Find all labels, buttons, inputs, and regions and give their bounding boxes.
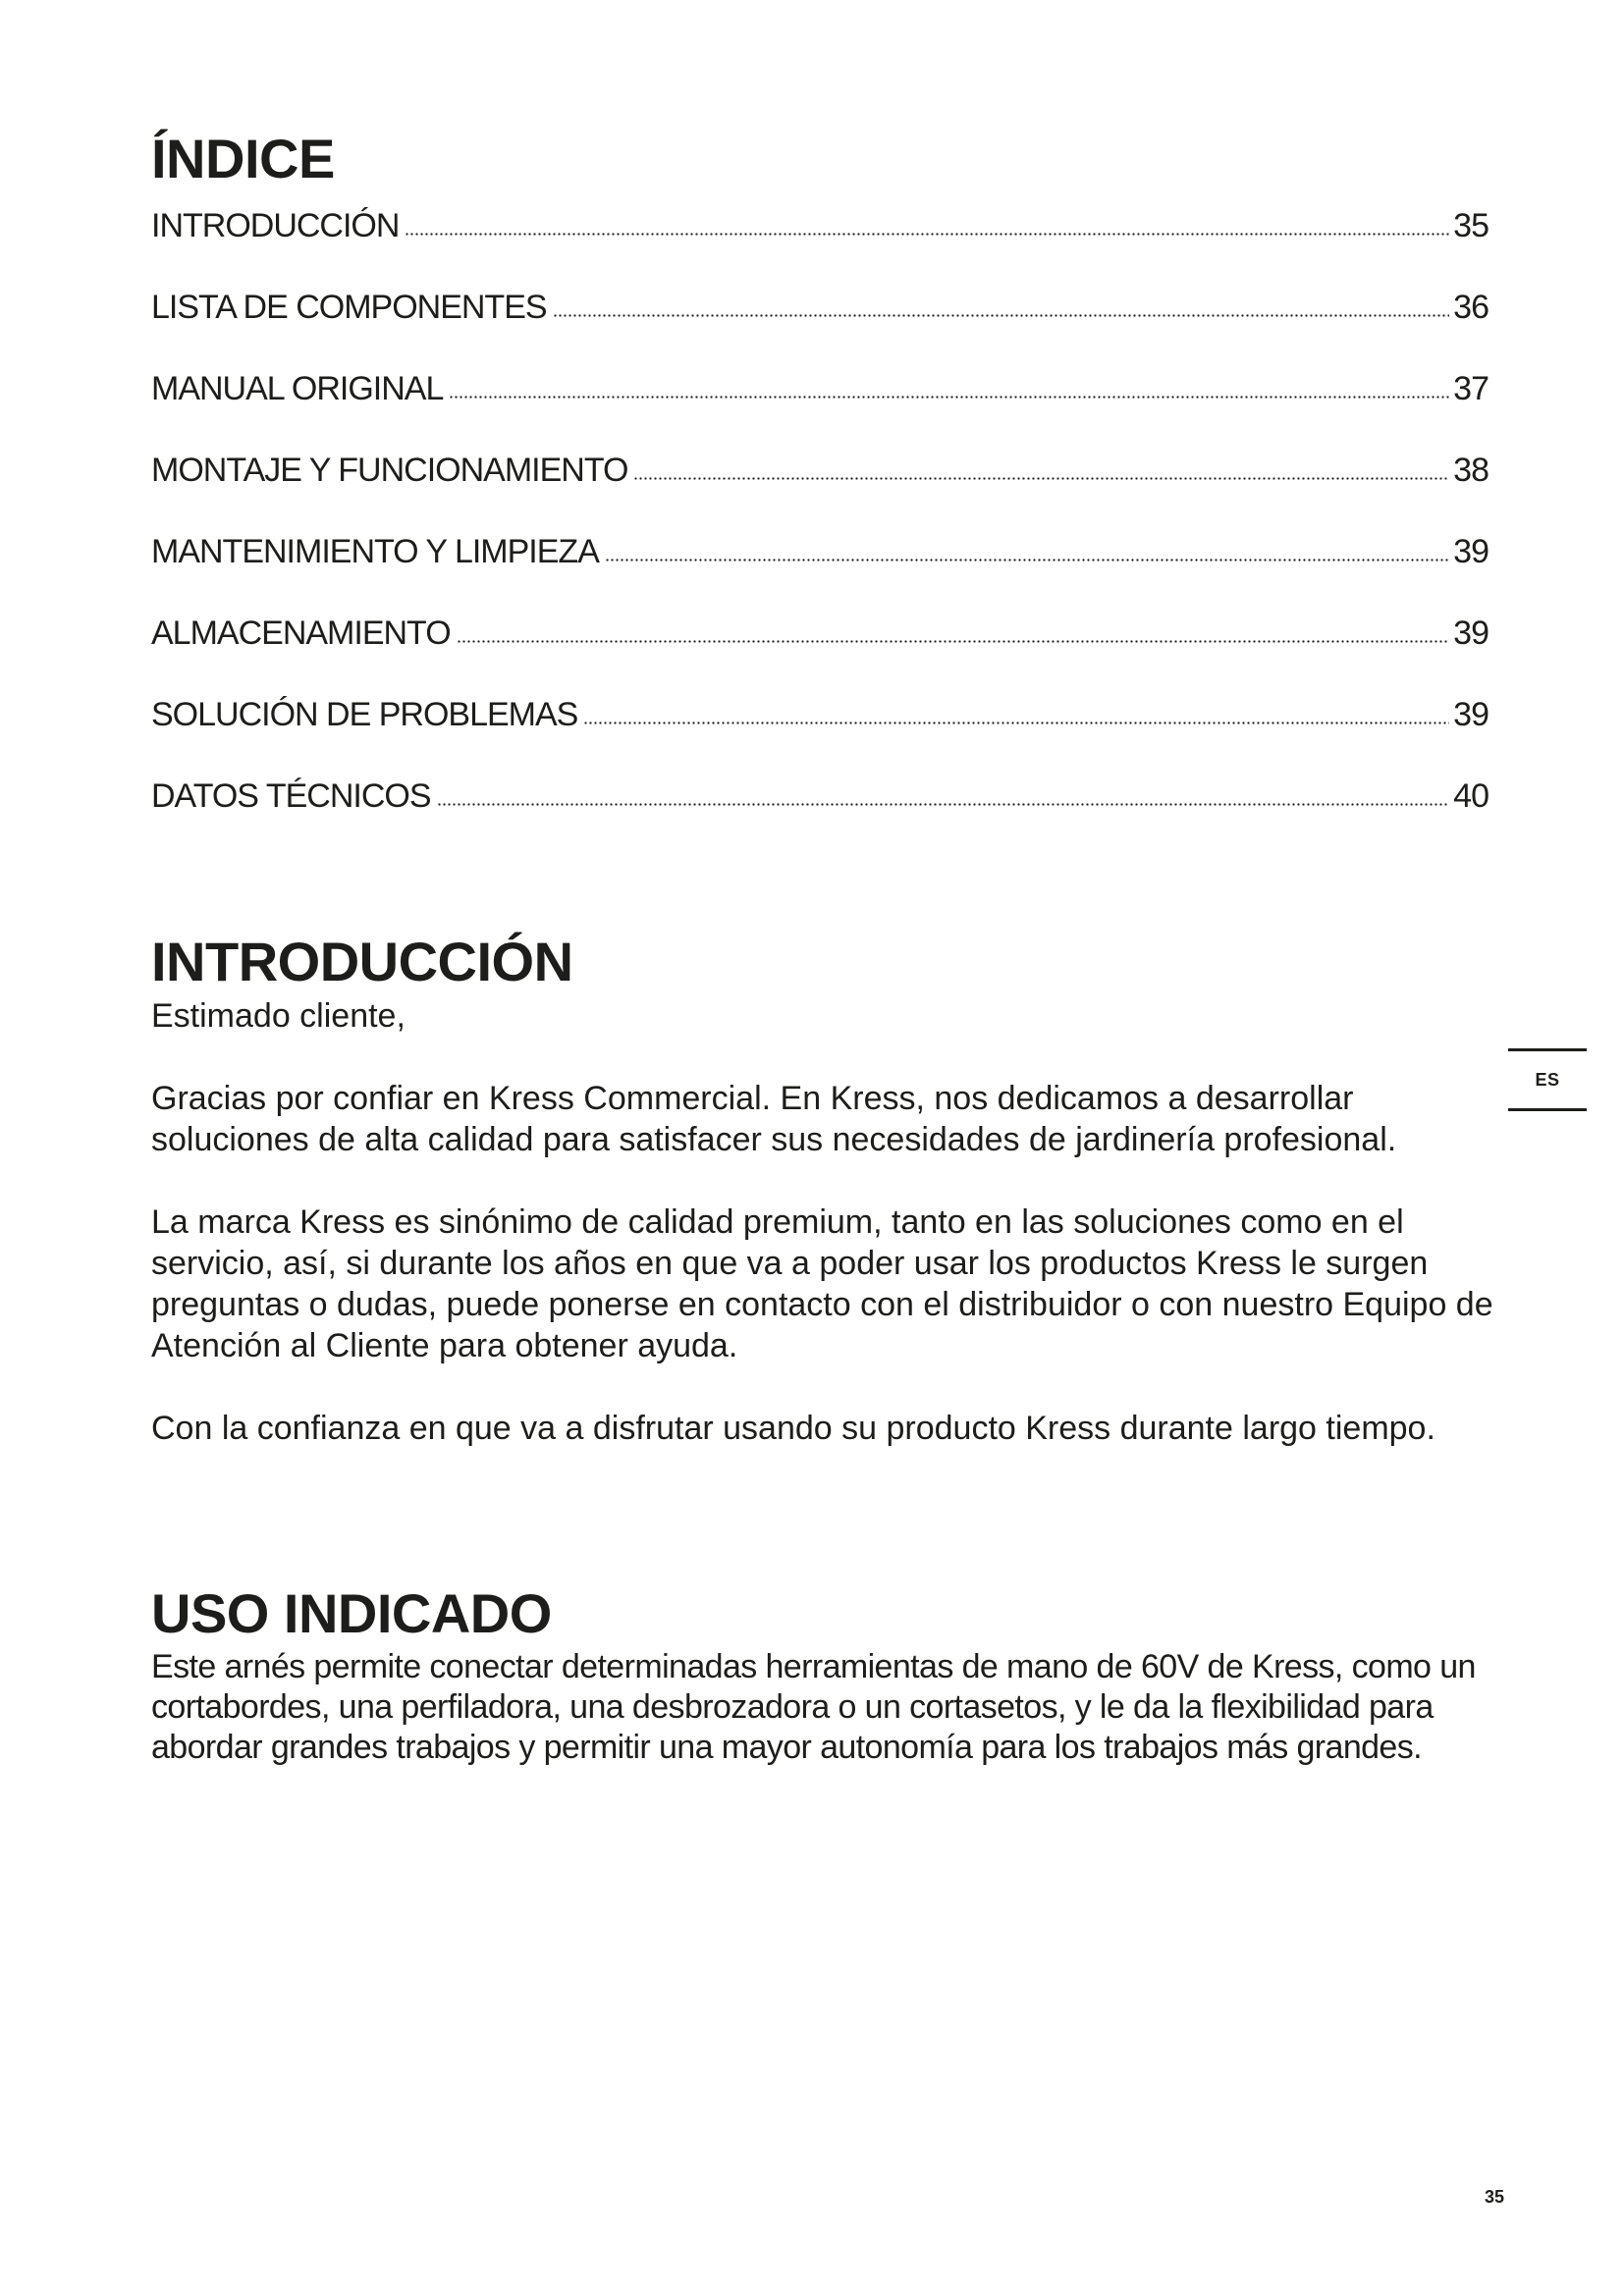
toc-entry-page: 37	[1453, 370, 1489, 407]
toc-entry-almacenamiento[interactable]	[151, 615, 1489, 651]
toc-entry-mantenimiento-y-limpieza[interactable]	[151, 534, 1489, 569]
introduction-title: INTRODUCCIÓN	[151, 931, 573, 992]
intended-use-title: USO INDICADO	[151, 1582, 552, 1644]
toc-entry-manual-original[interactable]	[151, 371, 1489, 406]
toc-dot-leader	[633, 474, 1449, 482]
toc-entry-solucion-de-problemas[interactable]	[151, 697, 1489, 732]
toc-dot-leader	[405, 230, 1449, 238]
toc-entry-datos-tecnicos[interactable]	[151, 778, 1489, 814]
toc-entry-page: 36	[1453, 289, 1489, 326]
toc-entry-page: 35	[1453, 207, 1489, 244]
toc-entry-montaje-y-funcionamiento[interactable]	[151, 453, 1489, 488]
toc-entry-page: 39	[1453, 614, 1489, 652]
introduction-paragraph: Gracias por confiar en Kress Commercial. En Kress, nos dedicamos a desarrollar soluciones de alta calidad para satisfacer sus necesidades de jardinería profesional.	[151, 1080, 1397, 1158]
toc-entry-label: SOLUCIÓN DE PROBLEMAS	[151, 696, 578, 733]
introduction-greeting: Estimado cliente,	[151, 997, 406, 1035]
introduction-paragraph: La marca Kress es sinónimo de calidad premium, tanto en las soluciones como en el servicio, así, si durante los años en que va a poder usar los productos Kress le surgen preguntas o dudas, puede ponerse en contacto con el distribuidor o con nuestro Equipo de Atención al Cliente para obtener ayuda.	[151, 1203, 1493, 1364]
intended-use-body	[151, 1647, 1496, 1768]
toc-entry-page: 38	[1453, 452, 1489, 489]
toc-dot-leader	[553, 311, 1450, 319]
toc-dot-leader	[437, 800, 1450, 808]
introduction-paragraph: Con la confianza en que va a disfrutar usando su producto Kress durante largo tiempo.	[151, 1410, 1435, 1447]
toc-entry-page: 40	[1453, 777, 1489, 815]
toc-entry-lista-de-componentes[interactable]	[151, 290, 1489, 325]
introduction-body	[151, 995, 1496, 1490]
intended-use-paragraph: Este arnés permite conectar determinadas herramientas de mano de 60V de Kress, como un cortabordes, una perfiladora, una desbrozadora o un cortasetos, y le da la flexibilidad para abordar grandes trabajos y permitir una mayor autonomía para los trabajos más grandes.	[151, 1648, 1476, 1766]
toc-entry-label: MONTAJE Y FUNCIONAMIENTO	[151, 452, 628, 489]
toc-dot-leader	[457, 637, 1450, 645]
toc-entry-label: INTRODUCCIÓN	[151, 207, 400, 244]
toc-entry-label: LISTA DE COMPONENTES	[151, 289, 547, 326]
toc-entry-label: MANTENIMIENTO Y LIMPIEZA	[151, 533, 599, 570]
page-content	[151, 128, 1493, 1766]
page-number: 35	[1485, 2187, 1505, 2207]
table-of-contents	[151, 208, 1487, 814]
toc-dot-leader	[605, 556, 1449, 563]
toc-entry-page: 39	[1453, 533, 1489, 570]
toc-entry-label: DATOS TÉCNICOS	[151, 777, 431, 815]
toc-dot-leader	[449, 393, 1449, 400]
toc-dot-leader	[583, 719, 1449, 726]
toc-entry-page: 39	[1453, 696, 1489, 733]
index-title: ÍNDICE	[151, 128, 335, 189]
toc-entry-introduccion[interactable]	[151, 208, 1489, 243]
toc-entry-label: MANUAL ORIGINAL	[151, 370, 444, 407]
language-tab: ES	[1508, 1048, 1587, 1111]
toc-entry-label: ALMACENAMIENTO	[151, 614, 451, 652]
